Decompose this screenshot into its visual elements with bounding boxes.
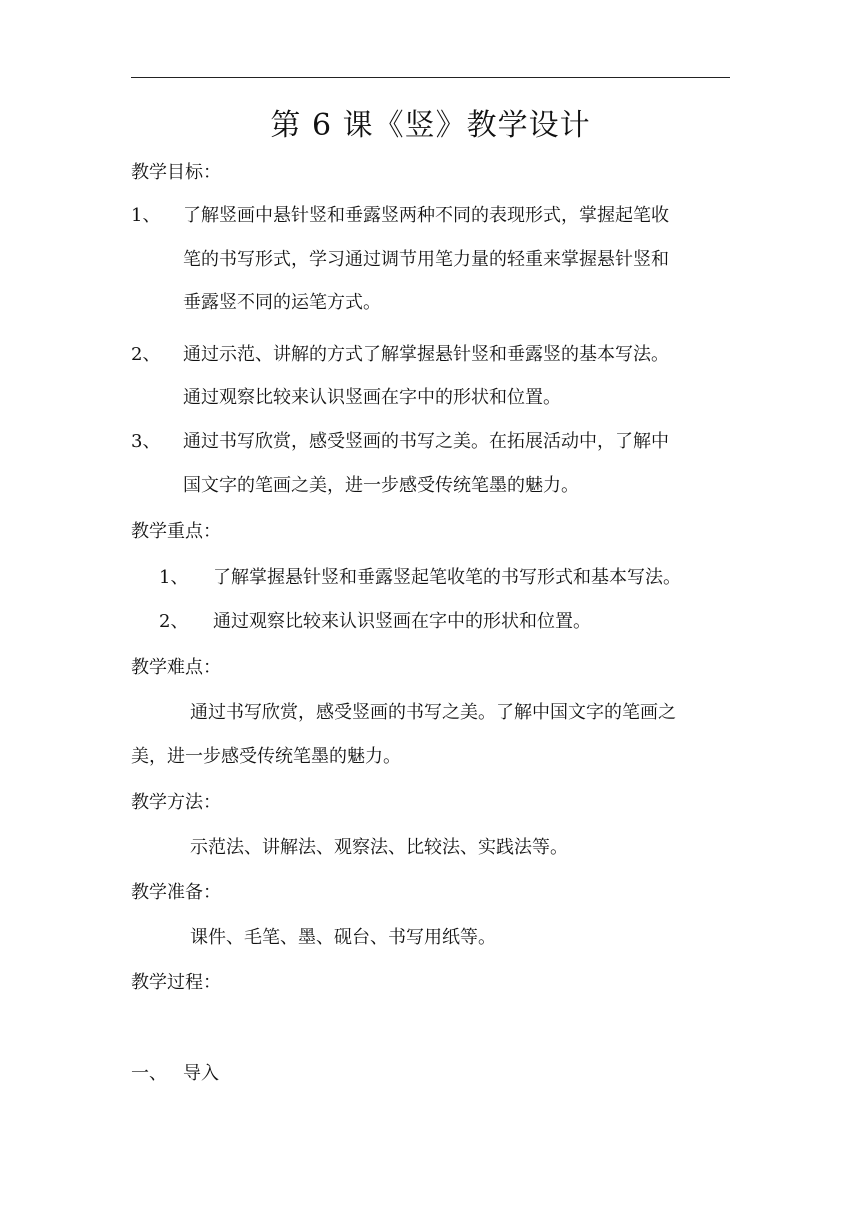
key-point-2-number: 2、: [159, 611, 189, 632]
key-point-2-text: 通过观察比较来认识竖画在字中的形状和位置。: [213, 611, 591, 632]
preparation-heading: 教学准备：: [131, 882, 221, 903]
objective-2-line-2: 通过观察比较来认识竖画在字中的形状和位置。: [183, 387, 561, 408]
objective-1-line-1: 了解竖画中悬针竖和垂露竖两种不同的表现形式，掌握起笔收: [183, 205, 669, 226]
objective-1-line-3: 垂露竖不同的运笔方式。: [183, 292, 381, 313]
objective-3-line-2: 国文字的笔画之美，进一步感受传统笔墨的魅力。: [183, 475, 579, 496]
difficulties-heading: 教学难点：: [131, 657, 221, 678]
page-title: 第 6 课《竖》教学设计: [270, 108, 591, 143]
key-points-heading: 教学重点：: [131, 521, 221, 542]
process-section-1-title: 导入: [183, 1063, 219, 1084]
methods-text: 示范法、讲解法、观察法、比较法、实践法等。: [190, 837, 568, 858]
process-heading: 教学过程：: [131, 972, 221, 993]
preparation-text: 课件、毛笔、墨、砚台、书写用纸等。: [190, 927, 496, 948]
objective-1-number: 1、: [131, 205, 161, 226]
key-point-1-number: 1、: [159, 567, 189, 588]
methods-heading: 教学方法：: [131, 792, 221, 813]
process-section-1-number: 一、: [131, 1063, 167, 1084]
difficulties-line-2: 美，进一步感受传统笔墨的魅力。: [131, 746, 401, 767]
difficulties-line-1: 通过书写欣赏，感受竖画的书写之美。了解中国文字的笔画之: [190, 702, 676, 723]
objective-3-line-1: 通过书写欣赏，感受竖画的书写之美。在拓展活动中，了解中: [183, 431, 669, 452]
objective-2-number: 2、: [131, 344, 161, 365]
objective-2-line-1: 通过示范、讲解的方式了解掌握悬针竖和垂露竖的基本写法。: [183, 344, 669, 365]
header-rule: [131, 77, 730, 78]
objective-3-number: 3、: [131, 431, 161, 452]
objectives-heading: 教学目标：: [131, 162, 221, 183]
objective-1-line-2: 笔的书写形式，学习通过调节用笔力量的轻重来掌握悬针竖和: [183, 249, 669, 270]
key-point-1-text: 了解掌握悬针竖和垂露竖起笔收笔的书写形式和基本写法。: [213, 567, 681, 588]
